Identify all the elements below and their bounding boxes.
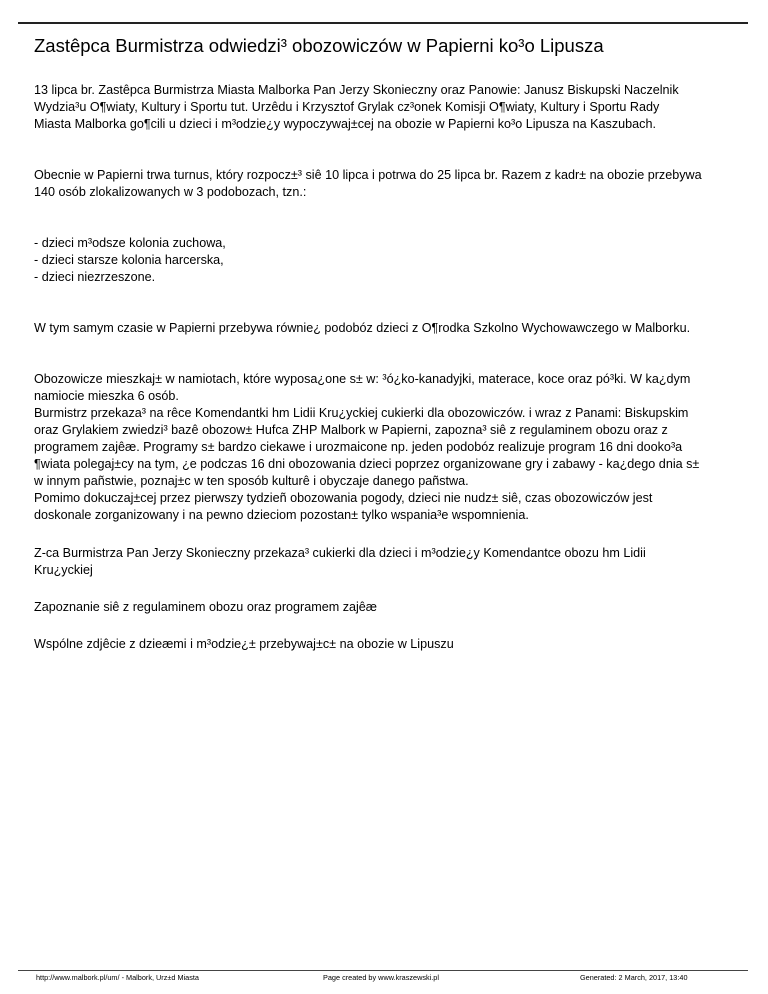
text-line: W tym samym czasie w Papierni przebywa równie¿ podobóz dzieci z O¶rodka Szkolno Wychowawczego w Malborku. [34,321,691,335]
text-line: Burmistrz przekaza³ na rêce Komendantki hm Lidii Kru¿yckiej cukierki dla obozowiczów. i wraz z Panami: Biskupskim [34,406,689,420]
text-line: Obozowicze mieszkaj± w namiotach, które wyposa¿one s± w: ³ó¿ko-kanadyjki, materace, koce oraz pó³ki. W ka¿dym [34,372,691,386]
list-item: - dzieci m³odsze kolonia zuchowa, [34,236,226,250]
text-line: Wspólne zdjêcie z dzieæmi i m³odzie¿± przebywaj±c± na obozie w Lipuszu [34,637,454,651]
text-line: Obecnie w Papierni trwa turnus, który rozpocz±³ siê 10 lipca i potrwa do 25 lipca br. Razem z kadr± na obozie przebywa [34,168,702,182]
text-line: Kru¿yckiej [34,563,93,577]
photo-caption [34,545,740,579]
text-line: namiocie mieszka 6 osób. [34,389,179,403]
text-line: Zapoznanie siê z regulaminem obozu oraz programem zajêæ [34,600,378,614]
paragraph-visit-intro [34,82,740,133]
text-line: Wydzia³u O¶wiaty, Kultury i Sportu tut. Urzêdu i Krzysztof Grylak cz³onek Komisji O¶wiaty, Kultury i Sportu Rady [34,100,660,114]
text-line: Pomimo dokuczaj±cej przez pierwszy tydzieñ obozowania pogody, dzieci nie nudz± siê, czas obozowiczów jest [34,491,653,505]
photo-caption [34,599,740,616]
subcamp-list [34,235,740,286]
footer-generated-date: Generated: 2 March, 2017, 13:40 [580,973,688,982]
footer-divider [18,970,748,971]
footer-page-credit: Page created by www.kraszewski.pl [323,973,439,982]
article-body [34,82,740,653]
text-line: programem zajêæ. Programy s± bardzo ciekawe i urozmaicone np. jeden podobóz realizuje program 16 dni dooko³a [34,440,683,454]
text-line: ¶wiata polegaj±cy na tym, ¿e podczas 16 dni obozowania dzieci poprzez organizowane gry i zabawy - ka¿dego dnia s± [34,457,700,471]
text-line: w innym pañstwie, poznaj±c w ten sposób kulturê i obyczaje danego pañstwa. [34,474,469,488]
text-line: Z-ca Burmistrza Pan Jerzy Skonieczny przekaza³ cukierki dla dzieci i m³odzie¿y Komendantce obozu hm Lidii [34,546,646,560]
list-item: - dzieci starsze kolonia harcerska, [34,253,224,267]
paragraph-turnus [34,167,740,201]
page-title: Zastêpca Burmistrza odwiedzi³ obozowiczów w Papierni ko³o Lipusza [34,35,604,56]
list-item: - dzieci niezrzeszone. [34,270,156,284]
text-line: 140 osób zlokalizowanych w 3 podobozach, tzn.: [34,185,307,199]
footer-source-url: http://www.malbork.pl/um/ - Malbork, Urz±d Miasta [36,973,199,982]
text-line: 13 lipca br. Zastêpca Burmistrza Miasta Malborka Pan Jerzy Skonieczny oraz Panowie: Janusz Biskupski Naczelnik [34,83,679,97]
text-line: Miasta Malborka go¶cili u dzieci i m³odzie¿y wypoczywaj±cej na obozie w Papierni ko³o Lipusza na Kaszubach. [34,117,656,131]
paragraph-camp-life [34,371,740,524]
photo-caption [34,636,740,653]
text-line: doskonale zorganizowany i na pewno dzieciom pozostan± tylko wspania³e wspomnienia. [34,508,529,522]
top-divider [18,22,748,24]
text-line: oraz Grylakiem zwiedzi³ bazê obozow± Hufca ZHP Malbork w Papierni, zapozna³ siê z regulaminem obozu oraz z [34,423,668,437]
paragraph-ow-subcamp [34,320,740,337]
